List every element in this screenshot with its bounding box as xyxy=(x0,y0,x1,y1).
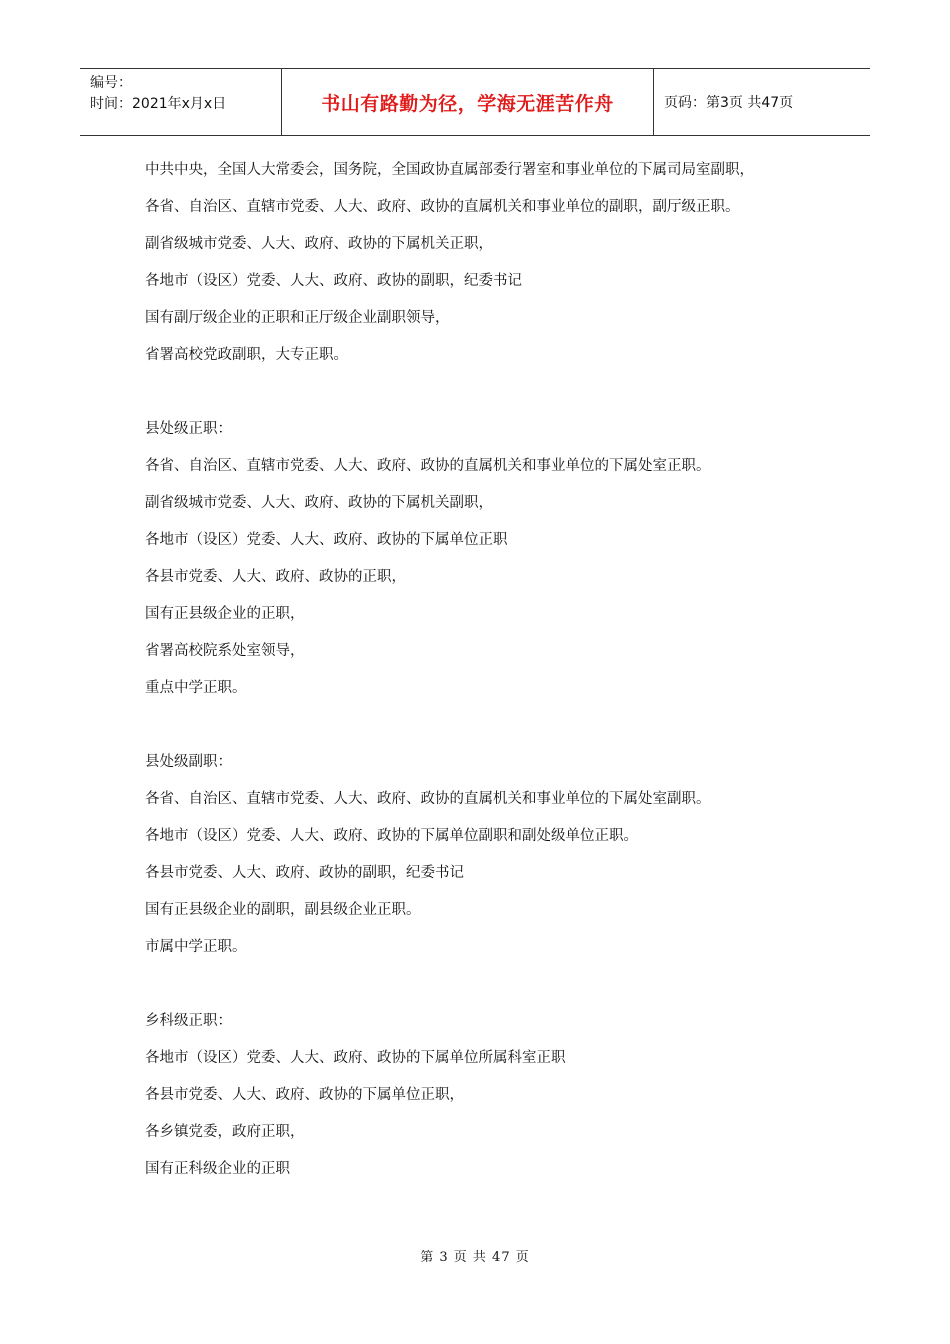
paragraph: 国有副厅级企业的正职和正厅级企业副职领导， xyxy=(145,310,450,326)
page-header xyxy=(80,68,870,136)
section-gap xyxy=(145,972,805,1009)
section-heading: 县处级副职： xyxy=(145,754,232,770)
paragraph: 各省、自治区、直辖市党委、人大、政府、政协的直属机关和事业单位的副职，副厅级正职。 xyxy=(145,199,740,215)
paragraph: 各省、自治区、直辖市党委、人大、政府、政协的直属机关和事业单位的下属处室正职。 xyxy=(145,458,711,474)
paragraph: 各地市（设区）党委、人大、政府、政协的下属单位所属科室正职 xyxy=(145,1050,566,1066)
paragraph: 各地市（设区）党委、人大、政府、政协的下属单位正职 xyxy=(145,532,508,548)
paragraph: 省署高校院系处室领导， xyxy=(145,643,305,659)
paragraph: 重点中学正职。 xyxy=(145,680,247,696)
paragraph: 各乡镇党委，政府正职， xyxy=(145,1124,305,1140)
paragraph: 各地市（设区）党委、人大、政府、政协的副职，纪委书记 xyxy=(145,273,522,289)
header-meta xyxy=(80,69,282,135)
paragraph: 国有正县级企业的正职， xyxy=(145,606,305,622)
paragraph: 省署高校党政副职，大专正职。 xyxy=(145,347,348,363)
paragraph: 国有正县级企业的副职，副县级企业正职。 xyxy=(145,902,421,918)
section-gap xyxy=(145,713,805,750)
paragraph: 各省、自治区、直辖市党委、人大、政府、政协的直属机关和事业单位的下属处室副职。 xyxy=(145,791,711,807)
page-footer: 第 3 页 共 47 页 xyxy=(420,1250,530,1265)
header-page-info: 页码：第3页 共47页 xyxy=(664,95,794,111)
paragraph: 各地市（设区）党委、人大、政府、政协的下属单位副职和副处级单位正职。 xyxy=(145,828,638,844)
section-heading: 乡科级正职： xyxy=(145,1013,232,1029)
document-date: 时间：2021年x月x日 xyxy=(90,96,227,112)
paragraph: 国有正科级企业的正职 xyxy=(145,1161,290,1177)
paragraph: 副省级城市党委、人大、政府、政协的下属机关正职， xyxy=(145,236,493,252)
section-heading: 县处级正职： xyxy=(145,421,232,437)
paragraph: 各县市党委、人大、政府、政协的正职， xyxy=(145,569,406,585)
paragraph: 市属中学正职。 xyxy=(145,939,247,955)
section-gap xyxy=(145,380,805,417)
document-number-label: 编号： xyxy=(90,75,132,91)
header-motto: 书山有路勤为径，学海无涯苦作舟 xyxy=(282,69,654,135)
paragraph: 各县市党委、人大、政府、政协的副职，纪委书记 xyxy=(145,865,464,881)
paragraph: 中共中央，全国人大常委会，国务院，全国政协直属部委行署室和事业单位的下属司局室副职， xyxy=(145,162,754,178)
paragraph: 各县市党委、人大、政府、政协的下属单位正职， xyxy=(145,1087,464,1103)
document-body xyxy=(145,158,805,1194)
paragraph: 副省级城市党委、人大、政府、政协的下属机关副职， xyxy=(145,495,493,511)
